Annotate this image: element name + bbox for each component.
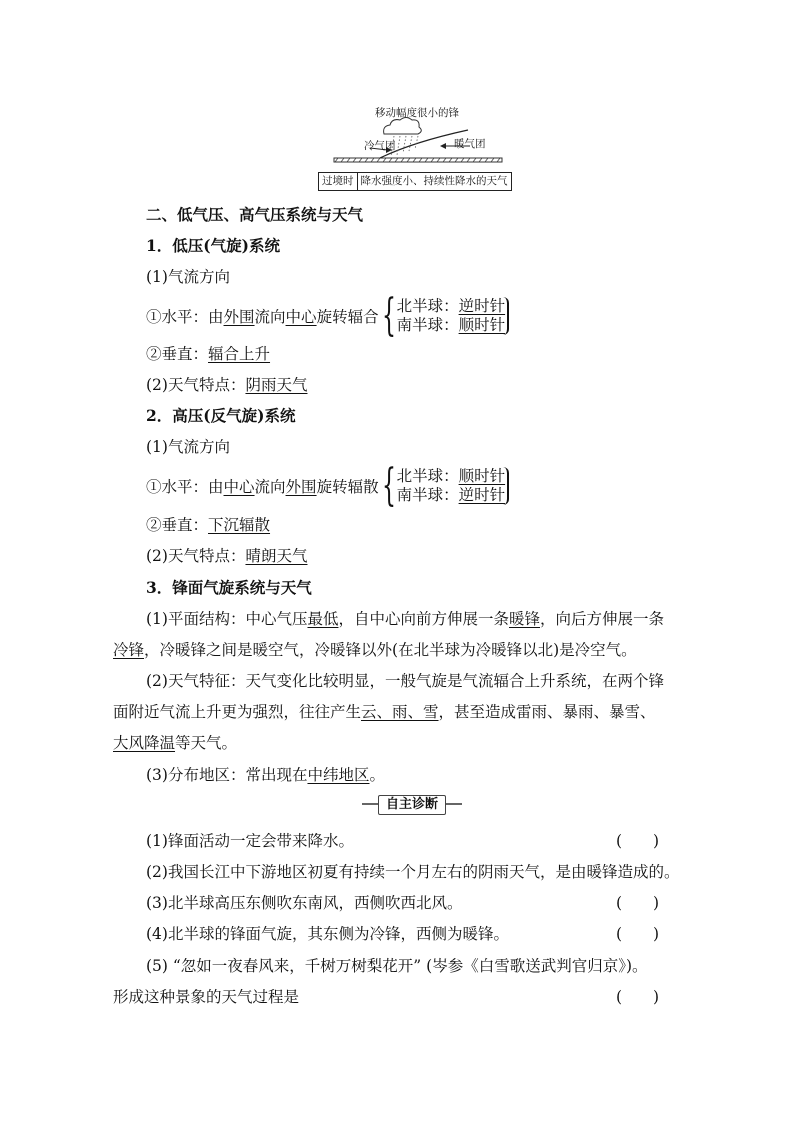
diagnosis-item-2: (2)我国长江中下游地区初夏有持续一个月左右的阴雨天气，是由暖锋造成的。 [146,863,680,881]
low-horizontal-b: 中心 [285,308,317,326]
front-p3-c: 。 [369,766,385,784]
high-pressure-title: 2．高压(反气旋)系统 [146,406,296,425]
high-flow-title: (1)气流方向 [146,438,230,456]
figure-table-text: 降水强度小、持续性降水的天气 [360,175,508,187]
cold-air-label: 冷气团 [364,140,396,152]
diagnosis-item-5-cont: 形成这种景象的天气过程是 [113,988,300,1006]
low-south-value: 顺时针 [458,316,506,334]
front-title: 3．锋面气旋系统与天气 [146,578,312,597]
answer-blank-1[interactable]: ( ) [616,832,660,850]
high-horizontal-a: 中心 [223,478,255,496]
high-horizontal-b: 外围 [285,478,317,496]
answer-blank-4[interactable]: ( ) [616,925,660,943]
front-p2-f: 等天气。 [175,734,238,752]
low-north-label: 北半球： [396,297,459,315]
high-weather-row [146,545,307,567]
front-p3 [146,764,385,786]
high-vertical-row [146,514,270,536]
front-p2-line1: (2)天气特征：天气变化比较明显，一般气旋是气流辐合上升系统，在两个锋 [146,672,664,690]
high-vertical-value: 下沉辐散 [208,516,271,534]
front-p1-c: ，自中心向前方伸展一条 [338,610,509,628]
front-p1-d: 暖锋 [509,610,541,628]
low-weather-row [146,374,307,396]
front-p2-b: 面附近气流上升更为强烈，往往产生 [113,703,362,721]
low-vertical-row [146,343,270,365]
low-weather-value: 阴雨天气 [245,376,308,394]
low-vertical-prefix: ②垂直： [146,345,209,363]
front-p1-g: ，冷暖锋之间是暖空气，冷暖锋以外(在北半球为冷暖锋以北)是冷空气。 [144,641,637,659]
low-flow-title: (1)气流方向 [146,268,230,286]
diagnosis-item-4: (4)北半球的锋面气旋，其东侧为冷锋，西侧为暖锋。 [146,925,509,943]
front-figure [318,100,518,192]
diagnosis-item-3: (3)北半球高压东侧吹东南风，西侧吹西北风。 [146,894,463,912]
front-p2-line3 [113,732,237,754]
left-brace-icon: { [381,290,396,341]
high-horizontal-prefix: ①水平：由 [146,478,224,496]
low-hemisphere-list [397,297,510,335]
high-north-label: 北半球： [396,467,459,485]
figure-caption: 移动幅度很小的锋 [375,107,459,119]
front-p1-f: 冷锋 [113,641,145,659]
high-horizontal-suffix: 旋转辐散 [316,478,379,496]
low-south-label: 南半球： [396,316,459,334]
front-p1-e: ，向后方伸展一条 [540,610,665,628]
front-p3-a: (3)分布地区：常出现在 [146,766,308,784]
low-horizontal-mid: 流向 [254,308,286,326]
left-brace-icon: { [381,460,396,511]
low-weather-prefix: (2)天气特点： [146,376,246,394]
low-horizontal-row [146,290,509,341]
front-p1-a: (1)平面结构：中心气压 [146,610,308,628]
diagnosis-item-5: (5) “忽如一夜春风来，千树万树梨花开” (岑参《白雪歌送武判官归京》)。 [146,957,648,975]
front-p1-b: 最低 [307,610,339,628]
low-north-value: 逆时针 [458,297,506,315]
front-p2-line2 [113,701,656,723]
high-south-value: 逆时针 [458,486,506,504]
answer-blank-5[interactable]: ( ) [616,988,660,1006]
front-p3-b: 中纬地区 [307,766,370,784]
low-vertical-value: 辐合上升 [208,345,271,363]
front-p2-e: 大风降温 [113,734,176,752]
figure-table-head: 过境时 [319,173,358,190]
low-horizontal-suffix: 旋转辐合 [316,308,379,326]
high-weather-prefix: (2)天气特点： [146,547,246,565]
front-p1-line2 [113,639,637,661]
high-hemisphere-list [397,467,510,505]
high-weather-value: 晴朗天气 [245,547,308,565]
badge-text: 自主诊断 [378,795,446,815]
front-p1-line1 [146,608,664,630]
front-p2-d: ，甚至造成雷雨、暴雨、暴雪、 [438,703,656,721]
high-north-value: 顺时针 [458,467,506,485]
front-p2-c: 云、雨、雪 [361,703,439,721]
high-horizontal-row [146,460,509,511]
high-vertical-prefix: ②垂直： [146,516,209,534]
diagnosis-item-1: (1)锋面活动一定会带来降水。 [146,832,354,850]
high-horizontal-mid: 流向 [254,478,286,496]
low-horizontal-prefix: ①水平：由 [146,308,224,326]
high-south-label: 南半球： [396,486,459,504]
warm-air-label: 暖气团 [454,138,486,150]
answer-blank-3[interactable]: ( ) [616,894,660,912]
figure-table [318,172,512,191]
low-horizontal-a: 外围 [223,308,255,326]
self-diagnosis-badge [362,795,462,813]
low-pressure-title: 1．低压(气旋)系统 [146,236,280,255]
section-heading: 二、低气压、高气压系统与天气 [146,205,364,224]
